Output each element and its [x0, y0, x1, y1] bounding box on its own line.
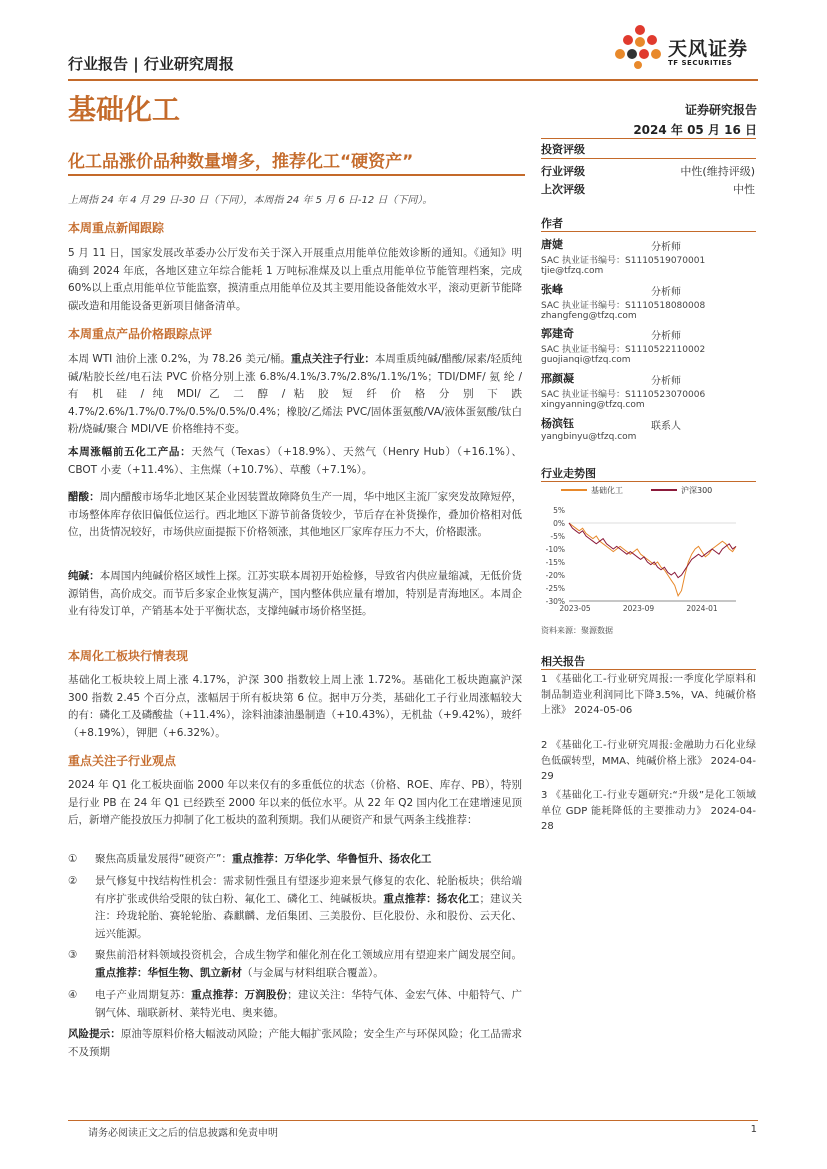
related-report[interactable]: 1 《基础化工-行业研究周报:一季度化学原料和制品制造业利润同比下降3.5%，VA、纯碱价格上涨》 2024-05-06 [541, 674, 756, 716]
legend-label: 基础化工 [591, 486, 623, 495]
report-title: 化工品涨价品种数量增多，推荐化工“硬资产” [68, 152, 414, 172]
author-name: 张峰 [541, 283, 563, 296]
industry-rating-value: 中性(维持评级) [680, 165, 755, 178]
author-email: xingyanning@tfzq.com [541, 400, 645, 410]
prev-rating-value: 中性 [733, 183, 755, 196]
x-tick-label: 2023-09 [622, 604, 655, 613]
focus-item-4: ④ 电子产业周期复苏：重点推荐：万润股份；建议关注：华特气体、金宏气体、中船特气、广钢气体、瑞联新材、莱特光电、奥来德。 [68, 989, 523, 1019]
author-cert: SAC 执业证书编号：S1110522110002 [541, 345, 706, 355]
brand-sub: TF SECURITIES [668, 59, 733, 67]
disclaimer-note: 请务必阅读正文之后的信息披露和免责申明 [88, 1128, 278, 1139]
sector-title: 基础化工 [68, 93, 181, 126]
focus-paragraph: 2024 年 Q1 化工板块面临 2000 年以来仅有的多重低位的状态（价格、ROE、库存、PB），特别是行业 PB 在 24 年 Q1 已经跌至 2000 年以来的低位水平。从 22 年 Q2 国内化工在建增速见顶后，新增产能投放压力抑制了化工板块的盈利预期。我们从硬资产和景气两条主线推荐： [68, 779, 522, 826]
rating-heading: 投资评级 [541, 143, 585, 156]
series-line [569, 523, 736, 578]
author-role: 分析师 [651, 331, 681, 342]
related-report[interactable]: 3 《基础化工-行业专题研究:“升级”是化工领域单位 GDP 能耗降低的主要推动力》 2024-04-28 [541, 790, 756, 832]
price-heading: 本周重点产品价格跟踪点评 [68, 327, 213, 341]
author-cert: SAC 执业证书编号：S1110518080008 [541, 301, 706, 311]
legend-label: 沪深300 [681, 486, 713, 495]
author-name: 唐婕 [541, 238, 563, 251]
y-tick-label: 5% [553, 506, 565, 515]
sector-heading: 本周化工板块行情表现 [68, 649, 189, 663]
authors-heading: 作者 [541, 217, 563, 230]
author-role: 联系人 [651, 421, 681, 432]
y-tick-label: -30% [545, 597, 565, 606]
industry-trend-chart [541, 484, 756, 616]
author-role: 分析师 [651, 287, 681, 298]
acetic-paragraph: 醋酸：周内醋酸市场华北地区某企业因装置故障降负生产一周，华中地区主流厂家突发故障短停，市场整体库存依旧偏低位运行。西北地区下游节前备货较少，节后存在补货操作，叠加价格相对低位，出货情况较好，市场供应面提振下价格领涨，其他地区厂家库存压力不大，价格跟涨。 [68, 491, 523, 538]
industry-rating-label: 行业评级 [541, 165, 585, 178]
top5-paragraph: 本周涨幅前五化工产品：天然气（Texas）（+18.9%）、天然气（Henry Hub）（+16.1%）、CBOT 小麦（+11.4%）、主焦煤（+10.7%）、草酸（+7.1%）。 [68, 446, 522, 476]
authors-divider [541, 231, 756, 232]
y-tick-label: -5% [550, 532, 565, 541]
report-date: 2024 年 05 月 16 日 [633, 123, 757, 137]
soda-paragraph: 纯碱：本周国内纯碱价格区域性上探。江苏实联本周初开始检修，导致省内供应量缩减，无低价货源销售，高价成交。而节后多家企业恢复满产，国内整体供应量有增加，特别是青海地区。本周企业有待发订单，产销基本处于平衡状态，支撑纯碱市场价格坚挺。 [68, 570, 523, 617]
author-name: 杨滨钰 [541, 417, 574, 430]
focus-item-3: ③ 聚焦前沿材料领域投资机会，合成生物学和催化剂在化工领域应用有望迎来广阔发展空间。重点推荐：华恒生物、凯立新材（与金属与材料组联合覆盖）。 [68, 949, 522, 979]
title-divider [68, 174, 525, 176]
author-cert: SAC 执业证书编号：S1110519070001 [541, 256, 706, 266]
page-number: 1 [750, 1124, 757, 1135]
author-email: yangbinyu@tfzq.com [541, 432, 637, 442]
focus-heading: 重点关注子行业观点 [68, 754, 177, 768]
author-email: guojianqi@tfzq.com [541, 355, 631, 365]
chart-divider [541, 481, 756, 482]
focus-item-2: ② 景气修复中找结构性机会：需求韧性强且有望逐步迎来景气修复的农化、轮胎板块；供给端有序扩张或供给受限的钛白粉、氟化工、磷化工、纯碱板块。重点推荐：扬农化工；建议关注：玲珑轮胎、赛轮轮胎、森麒麟、龙佰集团、三美股份、巨化股份、永和股份、云天化、远兴能源。 [68, 875, 523, 940]
related-heading: 相关报告 [541, 655, 585, 668]
author-name: 邢颜凝 [541, 372, 574, 385]
author-role: 分析师 [651, 376, 681, 387]
author-cert: SAC 执业证书编号：S1110523070006 [541, 390, 706, 400]
sector-paragraph: 基础化工板块较上周上涨 4.17%，沪深 300 指数较上周上涨 1.72%。基础化工板块跑赢沪深 300 指数 2.45 个百分点，涨幅居于所有板块第 6 位。据申万分类，基础化工子行业周涨幅较大的有：磷化工及磷酸盐（+11.4%），涂料油漆油墨制造（+10.43%），无机盐（+9.42%），玻纤（+8.19%），钾肥（+6.32%）。 [68, 674, 522, 739]
sidebar-divider [541, 138, 756, 139]
x-tick-label: 2024-01 [686, 604, 718, 613]
related-report[interactable]: 2 《基础化工-行业研究周报:金融助力石化业绿色低碳转型，MMA、纯碱价格上涨》 2024-04-29 [541, 740, 756, 782]
author-email: zhangfeng@tfzq.com [541, 311, 637, 321]
tf-securities-logo-icon [610, 22, 664, 70]
author-email: tjie@tfzq.com [541, 266, 604, 276]
author-name: 郭建奇 [541, 327, 574, 340]
focus-item-1: ① 聚焦高质量发展得“硬资产”：重点推荐：万华化学、华鲁恒升、扬农化工 [68, 853, 432, 865]
y-tick-label: -25% [545, 584, 565, 593]
x-tick-label: 2023-05 [559, 604, 591, 613]
news-heading: 本周重点新闻跟踪 [68, 221, 165, 235]
chart-heading: 行业走势图 [541, 467, 596, 480]
footer-divider [68, 1120, 758, 1121]
rating-divider [541, 158, 756, 159]
report-category: 行业报告 | 行业研究周报 [68, 55, 234, 73]
brand-name: 天风证券 [668, 38, 749, 60]
series-line [569, 523, 736, 596]
prev-rating-label: 上次评级 [541, 183, 585, 196]
y-tick-label: -20% [545, 571, 565, 580]
y-tick-label: -15% [545, 558, 565, 567]
period-note: 上周指 24 年 4 月 29 日-30 日（下同），本周指 24 年 5 月 6 日-12 日（下同）。 [68, 195, 433, 206]
risk-paragraph: 风险提示：原油等原料价格大幅波动风险；产能大幅扩张风险；安全生产与环保风险；化工品需求不及预期 [68, 1028, 523, 1058]
report-type: 证券研究报告 [684, 103, 757, 117]
price-paragraph: 本周 WTI 油价上涨 0.2%，为 78.26 美元/桶。重点关注子行业：本周重质纯碱/醋酸/尿素/轻质纯碱/粘胶长丝/电石法 PVC 价格分别上涨 6.8%/4.1%/3.7%/2.8%/1.1%/1%；TDI/DMF/ 氨 纶 / 有 机 硅 / 纯 MDI/ 乙 二 醇 / 粘 胶 短 纤 价 格 分 别 下 跌 4.7%/2.6%/1.7%/0.7%/0.5%/0.5%/0.4%；橡胶/乙烯法 PVC/固体蛋氨酸/VA/液体蛋氨酸/钛白粉/烧碱/聚合 MDI/VE 价格维持不变。 [68, 353, 523, 435]
author-role: 分析师 [651, 242, 681, 253]
y-tick-label: -10% [545, 545, 565, 554]
related-divider [541, 669, 756, 670]
news-paragraph: 5 月 11 日，国家发展改革委办公厅发布关于深入开展重点用能单位能效诊断的通知。《通知》明确到 2024 年底，各地区建立年综合能耗 1 万吨标准煤及以上重点用能单位节能管理档案，完成 60%以上重点用能单位节能监察，摸清重点用能单位及其主要用能设备能效水平，滚动更新节能降碳改造和用能设备更新项目储备清单。 [68, 247, 522, 312]
header-divider [68, 79, 758, 81]
chart-source: 资料来源：聚源数据 [541, 626, 613, 635]
y-tick-label: 0% [553, 519, 565, 528]
